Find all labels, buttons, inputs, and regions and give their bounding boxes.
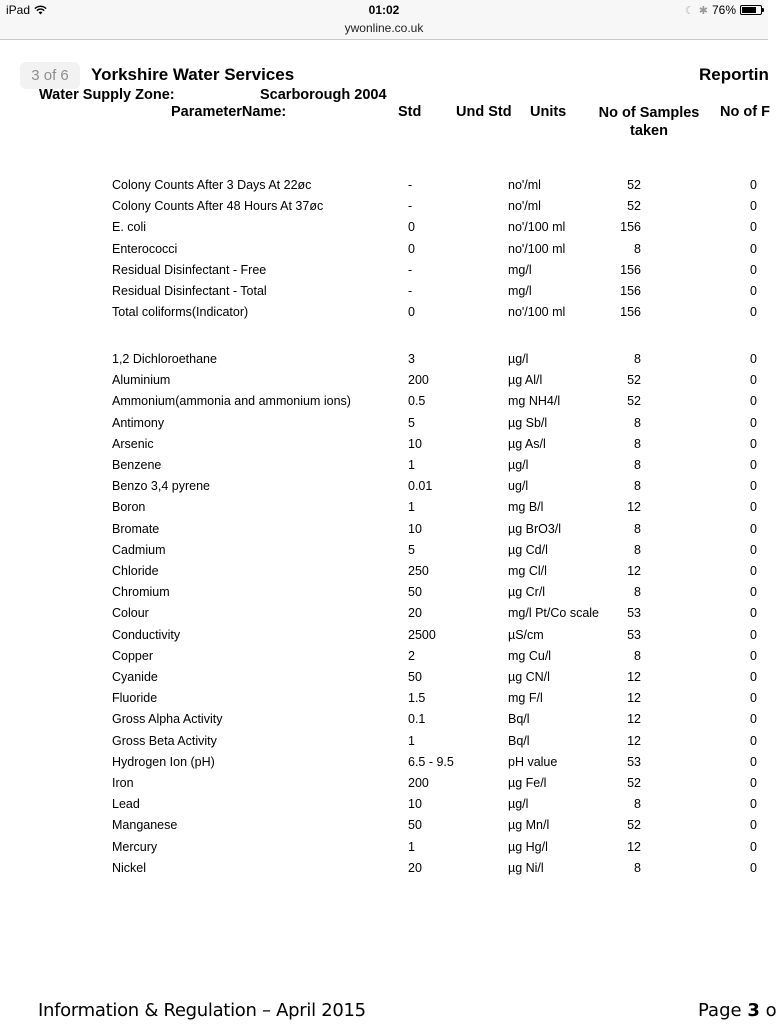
- fail-count: 0: [750, 733, 757, 748]
- std-value: -: [408, 262, 413, 277]
- std-value: 2: [408, 648, 415, 663]
- fail-count: 0: [750, 585, 757, 600]
- units-value: mg NH4/l: [508, 394, 561, 409]
- std-value: 10: [408, 436, 422, 451]
- battery-level: [742, 7, 756, 13]
- parameter-name: Fluoride: [112, 691, 158, 706]
- std-value: 0.01: [408, 479, 433, 494]
- units-value: mg/l: [508, 262, 532, 277]
- samples-count: 8: [634, 797, 641, 812]
- zone-value: Scarborough 2004: [260, 87, 387, 103]
- table-row: [0, 394, 768, 415]
- fail-count: 0: [750, 284, 757, 298]
- units-value: mg/l: [508, 284, 532, 298]
- std-value: 0: [408, 241, 415, 256]
- footer-page: [698, 1000, 777, 1021]
- table-row: [0, 199, 768, 220]
- std-value: 0.1: [408, 712, 426, 727]
- parameter-name: Antimony: [112, 415, 165, 430]
- device-name: iPad: [6, 3, 31, 17]
- parameter-name: Aluminium: [112, 373, 171, 388]
- parameter-name: Chromium: [112, 585, 170, 600]
- std-value: 1: [408, 458, 415, 472]
- samples-count: 8: [634, 648, 641, 663]
- table-row: [0, 242, 768, 263]
- units-value: µS/cm: [508, 627, 544, 642]
- zone-label: Water Supply Zone:: [39, 87, 175, 103]
- footer-page-number: 3: [747, 1000, 760, 1021]
- std-value: 200: [408, 776, 429, 790]
- units-value: mg B/l: [508, 500, 544, 515]
- samples-count: 53: [627, 627, 641, 642]
- samples-count: 12: [627, 670, 641, 684]
- std-value: 250: [408, 564, 429, 578]
- table-row: [0, 220, 768, 241]
- fail-count: 0: [750, 670, 757, 684]
- samples-count: 8: [634, 458, 641, 472]
- samples-count: 8: [634, 352, 641, 366]
- units-value: µg Fe/l: [508, 776, 547, 790]
- table-row: [0, 840, 768, 861]
- table-row: [0, 670, 768, 691]
- fail-count: 0: [750, 542, 757, 557]
- units-value: µg Al/l: [508, 373, 543, 388]
- table-row: [0, 263, 768, 284]
- samples-count: 12: [627, 839, 641, 854]
- std-value: -: [408, 199, 413, 214]
- std-value: 0: [408, 305, 415, 320]
- std-value: 1: [408, 839, 415, 854]
- units-value: µg/l: [508, 797, 529, 812]
- column-header-std: Std: [398, 104, 422, 120]
- parameter-name: Cadmium: [112, 542, 166, 557]
- samples-count: 12: [627, 691, 641, 706]
- fail-count: 0: [750, 241, 757, 256]
- samples-count: 52: [627, 373, 641, 388]
- parameter-name: 1,2 Dichloroethane: [112, 352, 217, 366]
- units-value: mg F/l: [508, 691, 543, 706]
- units-value: ug/l: [508, 479, 529, 494]
- samples-count: 12: [627, 564, 641, 578]
- page-indicator: 3 of 6: [20, 62, 80, 89]
- fail-count: 0: [750, 712, 757, 727]
- table-row: [0, 352, 768, 373]
- fail-count: 0: [750, 797, 757, 812]
- parameter-name: Colony Counts After 3 Days At 22øc: [112, 178, 312, 192]
- fail-count: 0: [750, 178, 757, 192]
- std-value: 6.5 - 9.5: [408, 754, 454, 769]
- parameter-name: Ammonium(ammonia and ammonium ions): [112, 394, 351, 409]
- fail-count: 0: [750, 818, 757, 833]
- std-value: 200: [408, 373, 429, 388]
- parameter-name: Hydrogen Ion (pH): [112, 754, 215, 769]
- units-value: µg Cd/l: [508, 542, 548, 557]
- samples-count: 156: [620, 220, 641, 235]
- table-row: [0, 797, 768, 818]
- samples-count: 8: [634, 542, 641, 557]
- fail-count: 0: [750, 220, 757, 235]
- table-row: [0, 458, 768, 479]
- parameter-name: Colony Counts After 48 Hours At 37øc: [112, 199, 324, 214]
- units-value: Bq/l: [508, 733, 530, 748]
- std-value: 3: [408, 352, 415, 366]
- units-value: µg CN/l: [508, 670, 550, 684]
- table-row: [0, 500, 768, 521]
- units-value: µg Ni/l: [508, 860, 544, 875]
- fail-count: 0: [750, 564, 757, 578]
- table-row: [0, 543, 768, 564]
- table-row: [0, 416, 768, 437]
- parameter-name: Mercury: [112, 839, 158, 854]
- samples-count: 12: [627, 712, 641, 727]
- parameter-name: Bromate: [112, 521, 160, 536]
- units-value: µg Hg/l: [508, 839, 548, 854]
- units-value: mg Cu/l: [508, 648, 552, 663]
- units-value: µg Sb/l: [508, 415, 548, 430]
- url-bar[interactable]: ywonline.co.uk: [344, 21, 424, 35]
- document-title: Yorkshire Water Services: [91, 65, 295, 84]
- fail-count: 0: [750, 479, 757, 494]
- parameter-name: E. coli: [112, 220, 147, 235]
- samples-count: 52: [627, 199, 641, 214]
- std-value: -: [408, 284, 413, 298]
- units-value: µg BrO3/l: [508, 521, 562, 536]
- samples-count: 8: [634, 415, 641, 430]
- units-value: Bq/l: [508, 712, 530, 727]
- fail-count: 0: [750, 436, 757, 451]
- units-value: no'/100 ml: [508, 305, 566, 320]
- std-value: 50: [408, 670, 422, 684]
- units-value: µg/l: [508, 458, 529, 472]
- table-row: [0, 734, 768, 755]
- fail-count: 0: [750, 648, 757, 663]
- column-header-no-of: No of F: [720, 104, 770, 120]
- fail-count: 0: [750, 521, 757, 536]
- fail-count: 0: [750, 352, 757, 366]
- footer-page-suffix: o: [759, 1000, 777, 1021]
- parameter-name: Cyanide: [112, 670, 158, 684]
- std-value: 10: [408, 797, 422, 812]
- units-value: µg As/l: [508, 436, 546, 451]
- std-value: 5: [408, 415, 415, 430]
- document-title-right: Reportin: [699, 65, 769, 84]
- table-row: [0, 755, 768, 776]
- column-header-units: Units: [530, 104, 567, 120]
- std-value: 1: [408, 733, 415, 748]
- fail-count: 0: [750, 691, 757, 706]
- table-row: [0, 818, 768, 839]
- footer-page-prefix: Page: [698, 1000, 748, 1021]
- samples-count: 8: [634, 521, 641, 536]
- std-value: 20: [408, 860, 422, 875]
- std-value: 1: [408, 500, 415, 515]
- samples-count: 8: [634, 585, 641, 600]
- table-row: [0, 691, 768, 712]
- std-value: 0.5: [408, 394, 426, 409]
- fail-count: 0: [750, 606, 757, 621]
- battery-percent: 76%: [711, 3, 736, 17]
- parameter-name: Enterococci: [112, 241, 178, 256]
- column-header-parameter: ParameterName:: [171, 104, 287, 120]
- parameter-name: Conductivity: [112, 627, 181, 642]
- fail-count: 0: [750, 776, 757, 790]
- std-value: 50: [408, 818, 422, 833]
- units-value: µg Mn/l: [508, 818, 550, 833]
- std-value: 20: [408, 606, 422, 621]
- std-value: 10: [408, 521, 422, 536]
- parameter-name: Gross Alpha Activity: [112, 712, 223, 727]
- std-value: -: [408, 178, 413, 192]
- table-row: [0, 284, 768, 305]
- fail-count: 0: [750, 754, 757, 769]
- units-value: µg/l: [508, 352, 529, 366]
- parameter-name: Boron: [112, 500, 146, 515]
- table-row: [0, 373, 768, 394]
- parameter-name: Nickel: [112, 860, 147, 875]
- battery-icon: [740, 5, 762, 15]
- table-row: [0, 861, 768, 882]
- fail-count: 0: [750, 415, 757, 430]
- units-value: mg Cl/l: [508, 564, 547, 578]
- fail-count: 0: [750, 627, 757, 642]
- moon-icon: ☾: [684, 4, 695, 17]
- fail-count: 0: [750, 199, 757, 214]
- samples-count: 52: [627, 394, 641, 409]
- table-row: [0, 649, 768, 670]
- units-value: µg Cr/l: [508, 585, 546, 600]
- status-time: 01:02: [368, 3, 400, 17]
- column-header-und-std: Und Std: [456, 104, 512, 120]
- browser-top-bar: [0, 0, 768, 40]
- table-row: [0, 437, 768, 458]
- table-row: [0, 606, 768, 627]
- fail-count: 0: [750, 839, 757, 854]
- std-value: 2500: [408, 627, 436, 642]
- samples-count: 53: [627, 754, 641, 769]
- parameter-name: Colour: [112, 606, 149, 621]
- samples-count: 8: [634, 241, 641, 256]
- table-row: [0, 178, 768, 199]
- samples-count: 8: [634, 436, 641, 451]
- column-header-samples: No of Samples taken: [598, 105, 700, 139]
- fail-count: 0: [750, 373, 757, 388]
- fail-count: 0: [750, 305, 757, 320]
- fail-count: 0: [750, 262, 757, 277]
- samples-count: 8: [634, 860, 641, 875]
- units-value: no'/ml: [508, 199, 541, 214]
- units-value: pH value: [508, 754, 558, 769]
- fail-count: 0: [750, 860, 757, 875]
- footer-left: Information & Regulation – April 2015: [38, 1000, 366, 1021]
- samples-count: 12: [627, 500, 641, 515]
- parameter-name: Gross Beta Activity: [112, 733, 217, 748]
- samples-count: 156: [620, 305, 641, 320]
- samples-count: 52: [627, 818, 641, 833]
- units-value: no'/100 ml: [508, 220, 566, 235]
- samples-count: 52: [627, 178, 641, 192]
- parameter-name: Manganese: [112, 818, 178, 833]
- units-value: no'/ml: [508, 178, 541, 192]
- fail-count: 0: [750, 458, 757, 472]
- table-row: [0, 564, 768, 585]
- parameter-name: Residual Disinfectant - Total: [112, 284, 267, 298]
- std-value: 1.5: [408, 691, 426, 706]
- parameter-name: Iron: [112, 776, 134, 790]
- table-row: [0, 585, 768, 606]
- bluetooth-icon: ✱: [698, 4, 708, 17]
- samples-count: 156: [620, 284, 641, 298]
- samples-count: 53: [627, 606, 641, 621]
- parameter-name: Total coliforms(Indicator): [112, 305, 249, 320]
- status-right: [685, 3, 762, 17]
- samples-count: 8: [634, 479, 641, 494]
- std-value: 0: [408, 220, 415, 235]
- table-row: [0, 712, 768, 733]
- parameter-name: Chloride: [112, 564, 159, 578]
- units-value: mg/l Pt/Co scale: [508, 606, 600, 621]
- units-value: no'/100 ml: [508, 241, 566, 256]
- samples-count: 52: [627, 776, 641, 790]
- table-row: [0, 628, 768, 649]
- parameter-name: Copper: [112, 648, 153, 663]
- fail-count: 0: [750, 500, 757, 515]
- std-value: 50: [408, 585, 422, 600]
- parameter-name: Benzo 3,4 pyrene: [112, 479, 210, 494]
- samples-count: 12: [627, 733, 641, 748]
- parameter-name: Arsenic: [112, 436, 154, 451]
- parameter-name: Benzene: [112, 458, 162, 472]
- std-value: 5: [408, 542, 415, 557]
- table-row: [0, 479, 768, 500]
- parameter-name: Lead: [112, 797, 140, 812]
- table-row: [0, 522, 768, 543]
- samples-count: 156: [620, 262, 641, 277]
- table-row: [0, 305, 768, 326]
- parameter-name: Residual Disinfectant - Free: [112, 262, 267, 277]
- table-row: [0, 776, 768, 797]
- fail-count: 0: [750, 394, 757, 409]
